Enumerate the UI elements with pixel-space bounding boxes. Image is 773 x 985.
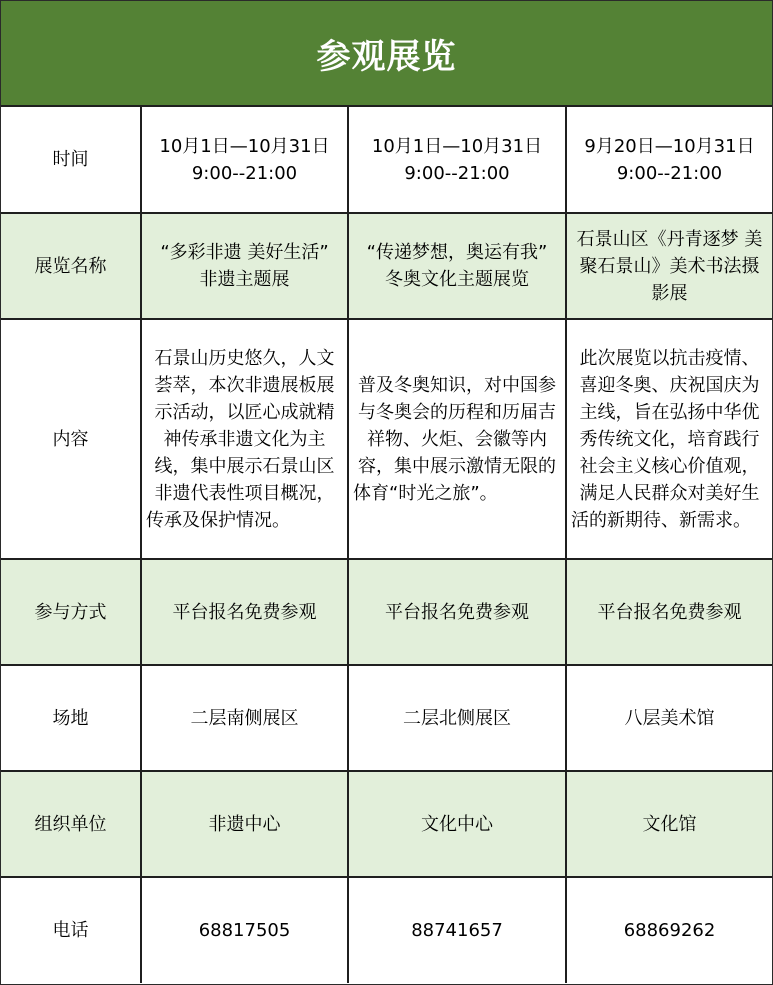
row-label-content: 内容: [1, 319, 141, 559]
phone-cell: 68869262: [566, 877, 772, 983]
exhibition-table: [1, 107, 772, 983]
row-label-venue: 场地: [1, 665, 141, 771]
exhibition-name-line: 石景山区《丹青逐梦 美: [576, 228, 763, 250]
venue-cell: 二层南侧展区: [141, 665, 348, 771]
content-cell: 石景山历史悠久，人文荟萃，本次非遗展板展示活动，以匠心成就精神传承非遗文化为主线，集中展示石景山区非遗代表性项目概况，传承及保护情况。: [141, 319, 348, 559]
exhibition-name-line: 非遗主题展: [199, 269, 290, 290]
organizer-cell: 文化馆: [566, 771, 772, 877]
exhibition-name-line: “传递梦想，奥运有我”: [366, 242, 548, 263]
date-range: 9月20日—10月31日: [584, 135, 755, 157]
phone-cell: 88741657: [348, 877, 566, 983]
time-cell: [141, 107, 348, 213]
participation-cell: 平台报名免费参观: [348, 559, 566, 665]
row-time: [1, 107, 772, 213]
exhibition-name-cell: [141, 213, 348, 319]
date-range: 10月1日—10月31日: [371, 135, 543, 157]
venue-cell: 八层美术馆: [566, 665, 772, 771]
participation-cell: 平台报名免费参观: [141, 559, 348, 665]
exhibition-name-line: 影展: [651, 282, 688, 304]
row-content: [1, 319, 772, 559]
opening-hours: 9:00--21:00: [191, 162, 298, 184]
row-label-name: 展览名称: [1, 213, 141, 319]
opening-hours: 9:00--21:00: [404, 162, 510, 184]
row-venue: [1, 665, 772, 771]
row-label-phone: 电话: [1, 877, 141, 983]
exhibition-name-cell: [566, 213, 772, 319]
row-name: [1, 213, 772, 319]
time-cell: [566, 107, 772, 213]
phone-cell: 68817505: [141, 877, 348, 983]
date-range: 10月1日—10月31日: [159, 135, 330, 157]
opening-hours: 9:00--21:00: [616, 162, 723, 184]
time-cell: [348, 107, 566, 213]
organizer-cell: 文化中心: [348, 771, 566, 877]
participation-cell: 平台报名免费参观: [566, 559, 772, 665]
content-cell: 普及冬奥知识，对中国参与冬奥会的历程和历届吉祥物、火炬、会徽等内容，集中展示激情无限的体育“时光之旅”。: [348, 319, 566, 559]
organizer-cell: 非遗中心: [141, 771, 348, 877]
row-label-method: 参与方式: [1, 559, 141, 665]
row-phone: [1, 877, 772, 983]
row-label-organizer: 组织单位: [1, 771, 141, 877]
exhibition-name-line: “多彩非遗 美好生活”: [160, 242, 329, 263]
row-method: [1, 559, 772, 665]
exhibition-name-line: 冬奥文化主题展览: [385, 269, 529, 290]
sheet-title: 参观展览: [1, 1, 772, 107]
row-organizer: [1, 771, 772, 877]
exhibition-name-line: 聚石景山》美术书法摄: [579, 255, 760, 277]
exhibition-name-cell: [348, 213, 566, 319]
row-label-time: 时间: [1, 107, 141, 213]
venue-cell: 二层北侧展区: [348, 665, 566, 771]
content-cell: 此次展览以抗击疫情、喜迎冬奥、庆祝国庆为主线，旨在弘扬中华优秀传统文化，培育践行社会主义核心价值观，满足人民群众对美好生活的新期待、新需求。: [566, 319, 772, 559]
